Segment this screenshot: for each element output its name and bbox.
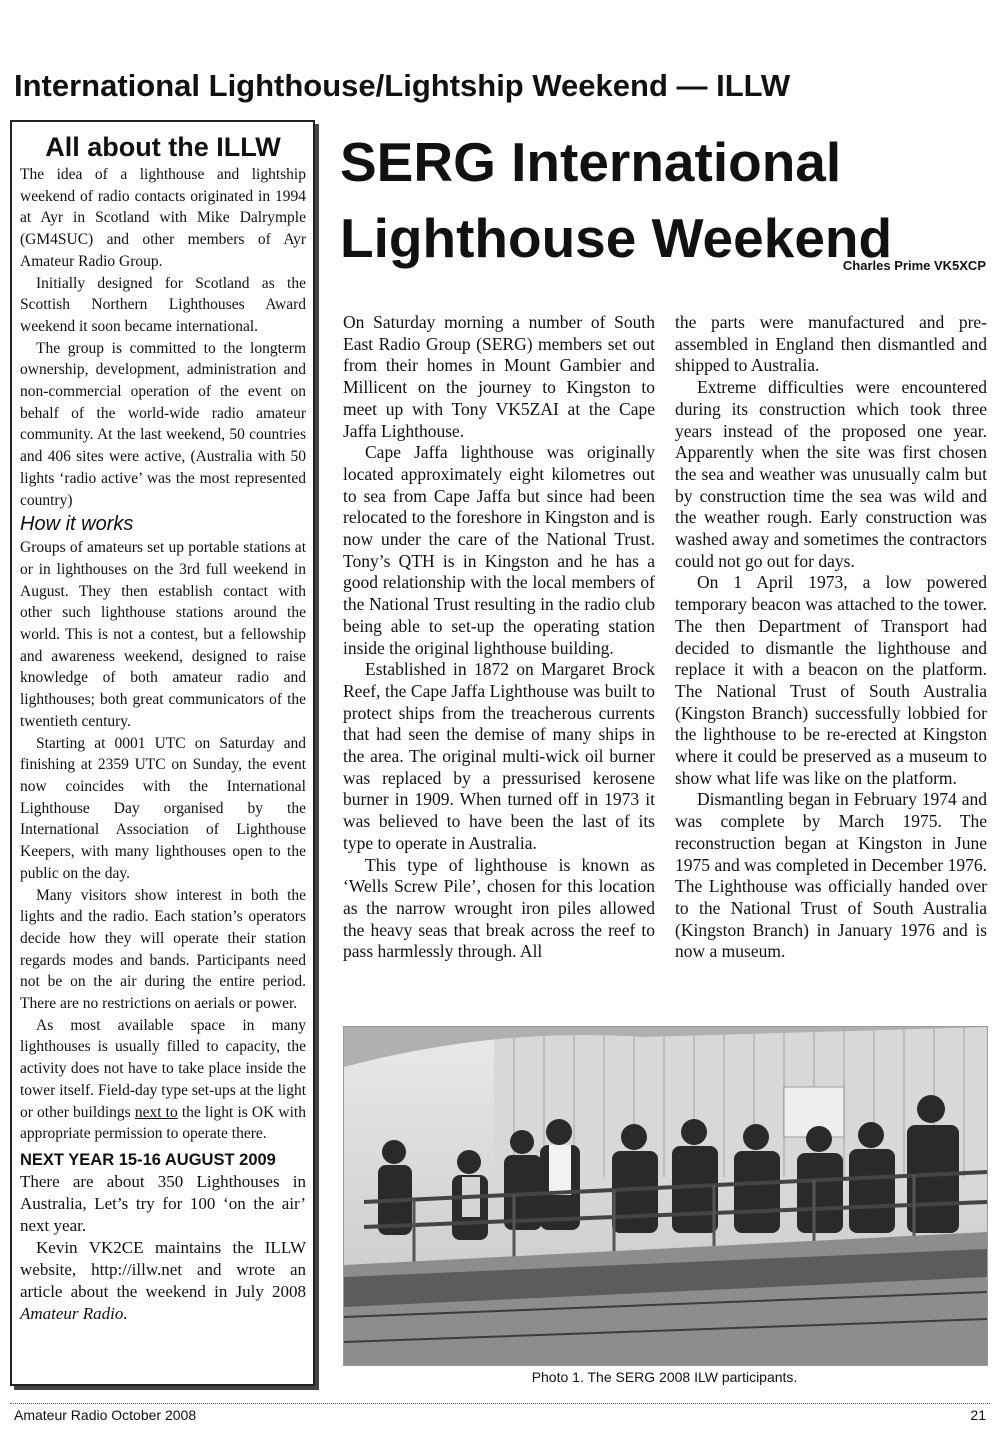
magazine-name: Amateur Radio. xyxy=(20,1303,128,1323)
sidebar-paragraph: Starting at 0001 UTC on Saturday and finishing at 2359 UTC on Sunday, the event now coincides with the International Lighthouse Day organised by the International Association of Lighthouse Keepers, with many lighthouses open to the public on the day. xyxy=(20,734,306,882)
photo-caption: Photo 1. The SERG 2008 ILW participants. xyxy=(531,1369,798,1385)
sidebar-body xyxy=(20,164,306,1145)
sidebar-paragraph xyxy=(20,1237,306,1325)
sidebar-paragraph: Initially designed for Scotland as the Scottish Northern Lighthouses Award weekend it soon became international. xyxy=(20,274,306,335)
sidebar-underlined-text: next to xyxy=(134,1103,178,1121)
article-title-line: SERG International xyxy=(340,131,842,193)
footer-divider xyxy=(10,1403,990,1404)
sidebar-closing xyxy=(20,1171,306,1325)
article-paragraph: Cape Jaffa lighthouse was originally located approximately eight kilometres out to sea from Cape Jaffa but since had been relocated to the foreshore in Kingston and is now under the care of the National Trust. Tony’s QTH is in Kingston and he has a good relationship with the local members of the National Trust resulting in the radio club being able to set-up the operating station inside the original lighthouse building. xyxy=(343,442,655,658)
article-paragraph: Established in 1872 on Margaret Brock Reef, the Cape Jaffa Lighthouse was built to protect ships from the treacherous currents that had seen the demise of many ships in the area. The original multi-wick oil burner was replaced by a pressurised kerosene burner in 1909. When turned off in 1973 it was believed to have been the last of its type to operate in Australia. xyxy=(343,659,655,853)
article-title xyxy=(340,124,990,276)
sidebar-box xyxy=(10,120,315,1386)
article-paragraph: On Saturday morning a number of South East Radio Group (SERG) members set out from their homes in Mount Gambier and Millicent on the journey to Kingston to meet up with Tony VK5ZAI at the Cape Jaffa Lighthouse. xyxy=(343,312,655,441)
article-paragraph: This type of lighthouse is known as ‘Wells Screw Pile’, chosen for this location as the narrow wrought iron piles allowed the heavy seas that break across the reef to pass harmlessly through. All xyxy=(343,854,655,962)
article-byline: Charles Prime VK5XCP xyxy=(842,258,986,273)
article-paragraph: Dismantling began in February 1974 and was complete by March 1975. The reconstruction began at Kingston in June 1975 and was completed in December 1976. The Lighthouse was officially handed over to the National Trust of South Australia (Kingston Branch) in January 1976 and is now a museum. xyxy=(675,789,987,962)
group-photo-illustration xyxy=(344,1027,987,1365)
article-column-2 xyxy=(675,312,987,963)
article-column-1 xyxy=(343,312,655,963)
article-paragraph: On 1 April 1973, a low powered temporary beacon was attached to the tower. The then Department of Transport had decided to dismantle the lighthouse and replace it with a beacon on the platform. The National Trust of South Australia (Kingston Branch) successfully lobbied for the lighthouse to be re-erected at Kingston where it could be preserved as a museum to show what life was like on the platform. xyxy=(675,572,987,788)
sidebar-text: As most available space in many lighthouses is usually filled to capacity, the activity does not have to take place inside the tower itself. Field-day type set-ups at the light or other buildings xyxy=(20,1016,306,1121)
sidebar-title: All about the ILLW xyxy=(45,132,281,162)
page-number: 21 xyxy=(970,1407,986,1423)
section-banner: International Lighthouse/Lightship Weekend — ILLW xyxy=(14,68,791,103)
sidebar-paragraph: Many visitors show interest in both the lights and the radio. Each station’s operators decide how they will operate their station regards modes and bands. Participants need not be on the air during the entire period. There are no restrictions on aerials or power. xyxy=(20,886,306,1013)
sidebar-paragraph: There are about 350 Lighthouses in Australia, Let’s try for 100 ‘on the air’ next year. xyxy=(20,1171,306,1235)
article-paragraph: the parts were manufactured and pre-assembled in England then dismantled and shipped to Australia. xyxy=(675,312,987,376)
sidebar-paragraph xyxy=(20,1015,306,1145)
sidebar-paragraph: The group is committed to the longterm ownership, development, administration and non-commercial operation of the event on behalf of the world-wide radio amateur community. At the last weekend, 50 countries and 406 sites were active, (Australia with 50 lights ‘radio active’ was the most represented country) xyxy=(20,339,306,509)
sidebar-text: Kevin VK2CE maintains the ILLW website, http://illw.net and wrote an article about the weekend in July 2008 xyxy=(20,1237,306,1301)
next-year-heading: NEXT YEAR 15-16 AUGUST 2009 xyxy=(20,1150,276,1169)
sidebar-paragraph: Groups of amateurs set up portable stations at or in lighthouses on the 3rd full weekend in August. They then establish contact with other such lighthouse stations around the world. This is not a contest, but a fellowship and awareness weekend, designed to raise knowledge of both amateur radio and lighthouses; both great communicators of the twentieth century. xyxy=(20,539,306,730)
sidebar-paragraph: The idea of a lighthouse and lightship weekend of radio contacts originated in 1994 at Ayr in Scotland with Mike Dalrymple (GM4SUC) and other members of Ayr Amateur Radio Group. xyxy=(20,166,306,270)
how-it-works-heading: How it works xyxy=(20,513,134,536)
footer-magazine: Amateur Radio October 2008 xyxy=(14,1407,197,1423)
article-paragraph: Extreme difficulties were encountered during its construction which took three years instead of the proposed one year. Apparently when the site was first chosen the sea and weather was unusually calm but by construction time the sea was wild and the weather rough. Early construction was washed away and sometimes the contractors could not go out for days. xyxy=(675,377,987,571)
sidebar-text: the light is OK with appropriate permission to operate there. xyxy=(20,1103,306,1143)
group-photo xyxy=(343,1026,988,1366)
article-title-line: Lighthouse Weekend xyxy=(340,207,893,269)
